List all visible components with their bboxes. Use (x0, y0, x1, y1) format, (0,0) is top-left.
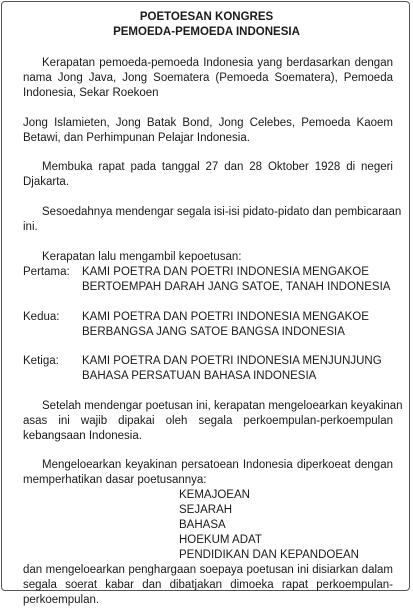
meeting-line-1: Membuka rapat pada tanggal 27 dan 28 Oktober 1928 di negeri (42, 161, 393, 173)
organizations-line-2: Betawi, dan Perhimpunan Pelajar Indonesia. (23, 132, 250, 144)
foundation-item: BAHASA (179, 519, 226, 531)
strengthen-line-2: memperhatikan dasar poetusannya: (23, 474, 207, 486)
pledge-1-label: Pertama: (23, 266, 70, 278)
conviction-line-1: Setelah mendengar poetusan ini, kerapatan mengeloearkan keyakinan (42, 400, 403, 412)
foundation-item: PENDIDIKAN DAN KEPANDOEAN (179, 549, 359, 561)
foundation-item: KEMAJOEAN (179, 489, 250, 501)
meeting-line-2: Djakarta. (23, 176, 70, 188)
pledge-2-label: Kedua: (23, 311, 60, 323)
intro-line-3: Indonesia, Sekar Roekoen (23, 87, 159, 99)
intro-line-1: Kerapatan pemoeda-pemoeda Indonesia yang berdasarkan dengan (42, 57, 393, 69)
strengthen-line-1: Mengeloearkan keyakinan persatoean Indonesia diperkoeat dengan (42, 459, 393, 471)
closing-line-1: dan mengeloearkan penghargaan soepaya poetusan ini disiarkan dalam (23, 564, 393, 576)
closing-line-3: perkoempulan. (23, 594, 100, 606)
foundation-item: SEJARAH (179, 504, 233, 516)
pledge-1-line-2: BERTOEMPAH DARAH JANG SATOE, TANAH INDONESIA (82, 281, 391, 293)
organizations-line-1: Jong Islamieten, Jong Batak Bond, Jong Celebes, Pemoeda Kaoem (23, 117, 393, 129)
pledge-3-line-2: BAHASA PERSATUAN BAHASA INDONESIA (82, 370, 317, 382)
pledge-1-line-1: KAMI POETRA DAN POETRI INDONESIA MENGAKOE (82, 266, 369, 278)
decision-intro: Kerapatan lalu mengambil kepoetusan: (42, 251, 242, 263)
pledge-2-line-2: BERBANGSA JANG SATOE BANGSA INDONESIA (82, 326, 345, 338)
pledge-2-line-1: KAMI POETRA DAN POETRI INDONESIA MENGAKOE (82, 311, 369, 323)
conviction-line-3: kebangsaan Indonesia. (23, 430, 142, 442)
foundation-item: HOEKUM ADAT (179, 534, 262, 546)
speeches-line-1: Sesoedahnya mendengar segala isi-isi pidato-pidato dan pembicaraan (42, 206, 402, 218)
document-title: POETOESAN KONGRES (139, 11, 274, 23)
conviction-line-2: asas ini wajib dipakai oleh segala perkoempulan-perkoempulan (23, 415, 393, 427)
closing-line-2: segala soerat kabar dan dibatjakan dimoeka rapat perkoempulan- (23, 579, 393, 591)
document-subtitle: PEMOEDA-PEMOEDA INDONESIA (113, 26, 300, 38)
pledge-3-line-1: KAMI POETRA DAN POETRI INDONESIA MENJUNJUNG (82, 355, 382, 367)
document-frame (1, 1, 410, 606)
pledge-3-label: Ketiga: (23, 355, 59, 367)
intro-line-2: nama Jong Java, Jong Soematera (Pemoeda Soematera), Pemoeda (23, 72, 393, 84)
speeches-line-2: ini. (23, 221, 38, 233)
